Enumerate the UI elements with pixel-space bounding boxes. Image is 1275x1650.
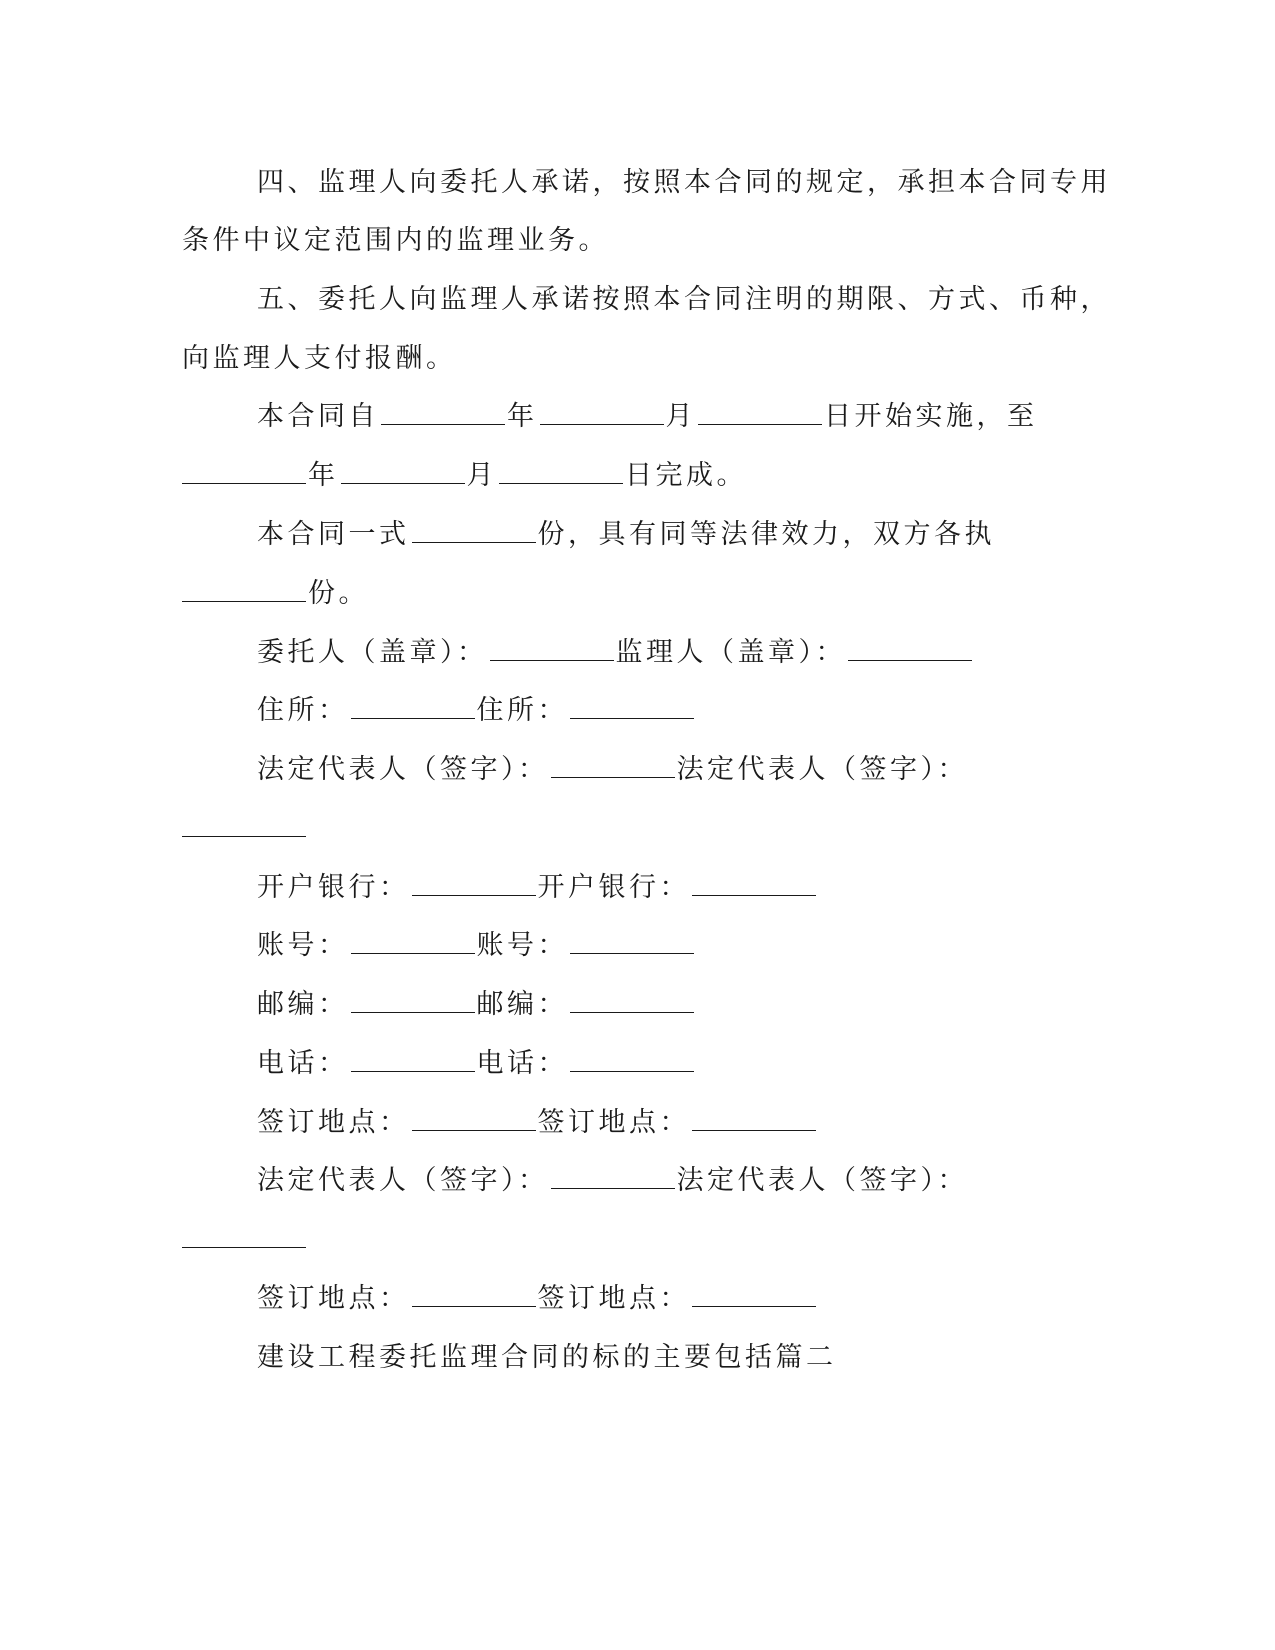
legal-rep-continuation [182, 812, 308, 846]
client-account-blank[interactable] [351, 931, 475, 954]
phone-label: 电话： [476, 1048, 568, 1079]
start-day-blank[interactable] [698, 402, 822, 425]
address-line [257, 694, 696, 728]
client-phone-blank[interactable] [351, 1049, 475, 1072]
term-prefix: 本合同自 [257, 401, 379, 432]
end-year-blank[interactable] [182, 461, 306, 484]
client-legal-rep-blank[interactable] [551, 755, 675, 778]
client-sign-place-blank[interactable] [412, 1108, 536, 1131]
client-bank-blank[interactable] [412, 873, 536, 896]
term-end-line [182, 459, 747, 493]
start-year-blank[interactable] [381, 402, 505, 425]
month-label: 月 [665, 401, 696, 432]
supervisor-address-blank[interactable] [570, 696, 694, 719]
legal-rep-label: 法定代表人（签字）： [676, 1165, 968, 1196]
copies-each-blank[interactable] [182, 579, 306, 602]
legal-rep-line-2 [257, 1164, 968, 1198]
copies-prefix: 本合同一式 [257, 519, 410, 550]
legal-rep-label: 法定代表人（签字）： [257, 1165, 549, 1196]
next-section-heading: 建设工程委托监理合同的标的主要包括篇二 [257, 1342, 837, 1373]
sign-place-label: 签订地点： [257, 1283, 410, 1314]
sign-place-label: 签订地点： [537, 1283, 690, 1314]
legal-rep-line [257, 753, 968, 787]
start-suffix: 日开始实施，至 [824, 401, 1038, 432]
clause-4-line-2: 条件中议定范围内的监理业务。 [182, 225, 609, 256]
clause-4-line-1: 四、监理人向委托人承诺，按照本合同的规定，承担本合同专用 [257, 167, 1111, 198]
legal-rep-label: 法定代表人（签字）： [257, 754, 549, 785]
copies-line-2 [182, 577, 369, 611]
copies-total-blank[interactable] [412, 520, 536, 543]
bank-label: 开户银行： [537, 872, 690, 903]
supervisor-postcode-blank[interactable] [570, 990, 694, 1013]
end-month-blank[interactable] [341, 461, 465, 484]
legal-rep-continuation-2 [182, 1223, 308, 1257]
supervisor-legal-rep-blank-2[interactable] [182, 1225, 306, 1248]
supervisor-seal-blank[interactable] [848, 638, 972, 661]
supervisor-phone-blank[interactable] [570, 1049, 694, 1072]
supervisor-seal-label: 监理人（盖章）： [615, 637, 846, 668]
supervisor-account-blank[interactable] [570, 931, 694, 954]
client-postcode-blank[interactable] [351, 990, 475, 1013]
client-legal-rep-blank-2[interactable] [551, 1166, 675, 1189]
client-seal-blank[interactable] [490, 638, 614, 661]
copies-suffix: 份。 [308, 578, 369, 609]
supervisor-legal-rep-blank[interactable] [182, 814, 306, 837]
sign-place-label: 签订地点： [257, 1107, 410, 1138]
supervisor-sign-place-blank[interactable] [692, 1108, 816, 1131]
phone-line [257, 1047, 696, 1081]
sign-place-line [257, 1106, 818, 1140]
supervisor-sign-place-blank-2[interactable] [692, 1284, 816, 1307]
copies-line-1 [257, 518, 995, 552]
year-label: 年 [308, 460, 339, 491]
bank-line [257, 871, 818, 905]
client-seal-label: 委托人（盖章）： [257, 637, 488, 668]
account-label: 账号： [257, 930, 349, 961]
client-address-blank[interactable] [351, 696, 475, 719]
client-sign-place-blank-2[interactable] [412, 1284, 536, 1307]
address-label: 住所： [476, 695, 568, 726]
postcode-line [257, 988, 696, 1022]
postcode-label: 邮编： [476, 989, 568, 1020]
clause-5-line-1: 五、委托人向监理人承诺按照本合同注明的期限、方式、币种， [257, 284, 1111, 315]
sign-place-line-2 [257, 1282, 818, 1316]
address-label: 住所： [257, 695, 349, 726]
supervisor-bank-blank[interactable] [692, 873, 816, 896]
account-label: 账号： [476, 930, 568, 961]
month-label: 月 [466, 460, 497, 491]
postcode-label: 邮编： [257, 989, 349, 1020]
term-start-line [257, 400, 1038, 434]
phone-label: 电话： [257, 1048, 349, 1079]
copies-middle: 份，具有同等法律效力，双方各执 [537, 519, 995, 550]
clause-5-line-2: 向监理人支付报酬。 [182, 343, 457, 374]
year-label: 年 [507, 401, 538, 432]
bank-label: 开户银行： [257, 872, 410, 903]
start-month-blank[interactable] [540, 402, 664, 425]
account-line [257, 929, 696, 963]
seal-line [257, 636, 974, 670]
sign-place-label: 签订地点： [537, 1107, 690, 1138]
legal-rep-label: 法定代表人（签字）： [676, 754, 968, 785]
end-day-blank[interactable] [499, 461, 623, 484]
end-suffix: 日完成。 [625, 460, 747, 491]
